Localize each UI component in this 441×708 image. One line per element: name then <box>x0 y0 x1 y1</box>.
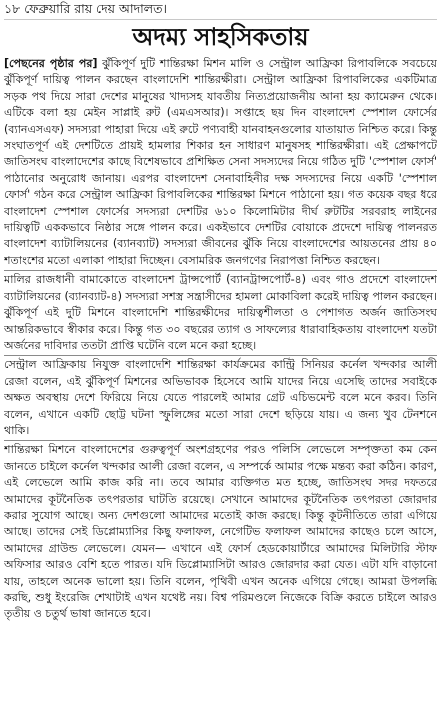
paragraph-text: ঝুঁকিপূর্ণ দুটি শান্তিরক্ষা মিশন মালি ও সেন্ট্রাল আফ্রিকা রিপাবলিকে সবচেয়ে ঝুঁকিপূর্ণ দায়িত্ব পালন করছেন বাংলাদেশি শান্তিরক্ষীরা। সেন্ট্রাল আফ্রিকা রিপাবলিকের একটিমাত্র সড়ক পথ দিয়ে সারা দেশের মানুষের খাদ্যসহ যাবতীয় নিত্যপ্রয়োজনীয় আনা হয় ক্যামেরুন থেকে। এটিকে বলা হয় মেইন সাপ্লাই রুট (এমএসআর)। সপ্তাহে ছয় দিন বাংলাদেশ স্পেশাল ফোর্সের (ব্যানএসএফ) সদস্যরা পাহারা দিয়ে এই রুটে পণ্যবাহী যানবাহনগুলোর যাতায়াত নিশ্চিত করে। কিন্তু সংঘাতপূর্ণ এই দেশটিতে প্রায়ই হামলার শিকার হন সাধারণ মানুষসহ শান্তিরক্ষীরা। এই প্রেক্ষাপটে জাতিসংঘ বাংলাদেশের কাছে বিশেষভাবে প্রশিক্ষিত সেনা সদস্যদের নিয়ে গঠিত দুটি 'স্পেশাল ফোর্স' পাঠানোর অনুরোধ জানায়। এরপর বাংলাদেশ সেনাবাহিনীর দক্ষ সদস্যদের নিয়ে একটি 'স্পেশাল ফোর্স' গঠন করে সেন্ট্রাল আফ্রিকা রিপাবলিকের শান্তিরক্ষা মিশনে পাঠানো হয়। গত কয়েক বছর ধরে বাংলাদেশ স্পেশাল ফোর্সের সদস্যরা দেশটির ৬১০ কিলোমিটার দীর্ঘ রুটটির সরবরাহ লাইনের দায়িত্বটি এককভাবে নিষ্ঠার সঙ্গে পালন করে। একইভাবে দেশটির বোয়াকে প্রদেশে দায়িত্ব পালনরত বাংলাদেশ ব্যাটালিয়নের (ব্যানব্যাট) সদস্যরা জীবনের ঝুঁকি নিয়ে বাংলাদেশের আয়তনের প্রায় ৪০ শতাংশের মতো এলাকা পাহারা দিচ্ছেন। বেসামরিক জনগণের নিরাপত্তা নিশ্চিত করছেন। <box>4 57 437 267</box>
article-body <box>4 56 437 706</box>
article-paragraph-1 <box>4 56 437 269</box>
article-paragraph-4: শান্তিরক্ষা মিশনে বাংলাদেশের গুরুত্বপূর্ণ অংশগ্রহণের পরও পলিসি লেভেলে সম্পৃক্ততা কম কেন জানতে চাইলে কর্নেল খন্দকার আলী রেজা বলেন, এ সম্পর্কে আমার পক্ষে মন্তব্য করা কঠিন। কারণ, এই লেভেলে আমি কাজ করি না। তবে আমার ব্যক্তিগত মত হচ্ছে, জাতিসংঘ সদর দফতরে আমাদের কূটনৈতিক তৎপরতার ঘাটতি রয়েছে। সেখানে আমাদের কূটনৈতিক তৎপরতা জোরদার করার সুযোগ আছে। অন্য দেশগুলো আমাদের মতোই কাজ করছে। কিন্তু কূটনীতিতে তারা এগিয়ে আছে। তাদের সেই ডিপ্লোম্যাসির কিছু ফলাফল, নেগেটিভ ফলাফল আমাদের কাছেও চলে আসে, আমাদের গ্রাউন্ড লেভেলে। যেমন— এখানে এই ফোর্স হেডকোয়ার্টারে আমাদের মিলিটারি স্টাফ অফিসার আরও বেশি হতে পারত। যদি ডিপ্লোম্যাসিটা আরও জোরদার করা যেত। এটা যদি বাড়ানো যায়, তাহলে অনেক ভালো হয়। তিনি বলেন, পৃথিবী এখন অনেক এগিয়ে গেছে। আমরা উপলব্ধি করছি, শুধু ইংরেজি শেখাটাই এখন যথেষ্ট নয়। বিশ্ব পরিমণ্ডলে নিজেকে বিক্রি করতে চাইলে আরও তৃতীয় ও চতুর্থ ভাষা জানতে হবে। <box>4 443 437 621</box>
article-paragraph-3: সেন্ট্রাল আফ্রিকায় নিযুক্ত বাংলাদেশি শান্তিরক্ষা কার্যক্রমের কান্ট্রি সিনিয়র কর্নেল খন্দকার আলী রেজা বলেন, এই ঝুঁকিপূর্ণ মিশনের অভিভাবক হিসেবে আমি যাদের নিয়ে এসেছি তাদের সবাইকে অক্ষত অবস্থায় দেশে ফিরিয়ে নিয়ে যেতে পারলেই আমার গ্রেট এচিভমেন্ট বলে মনে করব। তিনি বলেন, এখানে একটি ছোট্ট ঘটনা স্ফুলিঙ্গের মতো সারা দেশে ছড়িয়ে যায়। এ জন্য খুব টেনশনে থাকি। <box>4 358 437 437</box>
article-headline: অদম্য সাহসিকতায় <box>132 22 309 51</box>
continuation-label: [পেছনের পৃষ্ঠার পর] <box>4 57 98 70</box>
previous-article-fragment: ১৮ ফেব্রুয়ারি রায় দেয় আদালত। <box>4 0 437 20</box>
article-paragraph-2: মালির রাজধানী বামাকোতে বাংলাদেশ ট্রান্সপোর্ট (ব্যানট্রান্সপোর্ট-৪) এবং গাও প্রদেশে বাংলাদেশ ব্যাটালিয়নের (ব্যানব্যাট-৪) সদস্যরা সশস্ত্র সন্ত্রাসীদের হামলা মোকাবিলা করেই দায়িত্ব পালন করছেন। ঝুঁকিপূর্ণ এই দুটি মিশনে বাংলাদেশি শান্তিরক্ষীদের দায়িত্বশীলতা ও পেশাগত অর্জন জাতিসংঘ আন্তরিকভাবে স্বীকার করে। কিন্তু গত ৩০ বছরের ত্যাগ ও সাফল্যের ধারাবাহিকতায় বাংলাদেশ যতটা অর্জনের দাবিদার ততটা প্রাপ্তি ঘটেনি বলে মনে করা হচ্ছে। <box>4 273 437 352</box>
paragraph-divider <box>4 440 437 441</box>
paragraph-divider <box>4 355 437 356</box>
paragraph-divider <box>4 270 437 271</box>
